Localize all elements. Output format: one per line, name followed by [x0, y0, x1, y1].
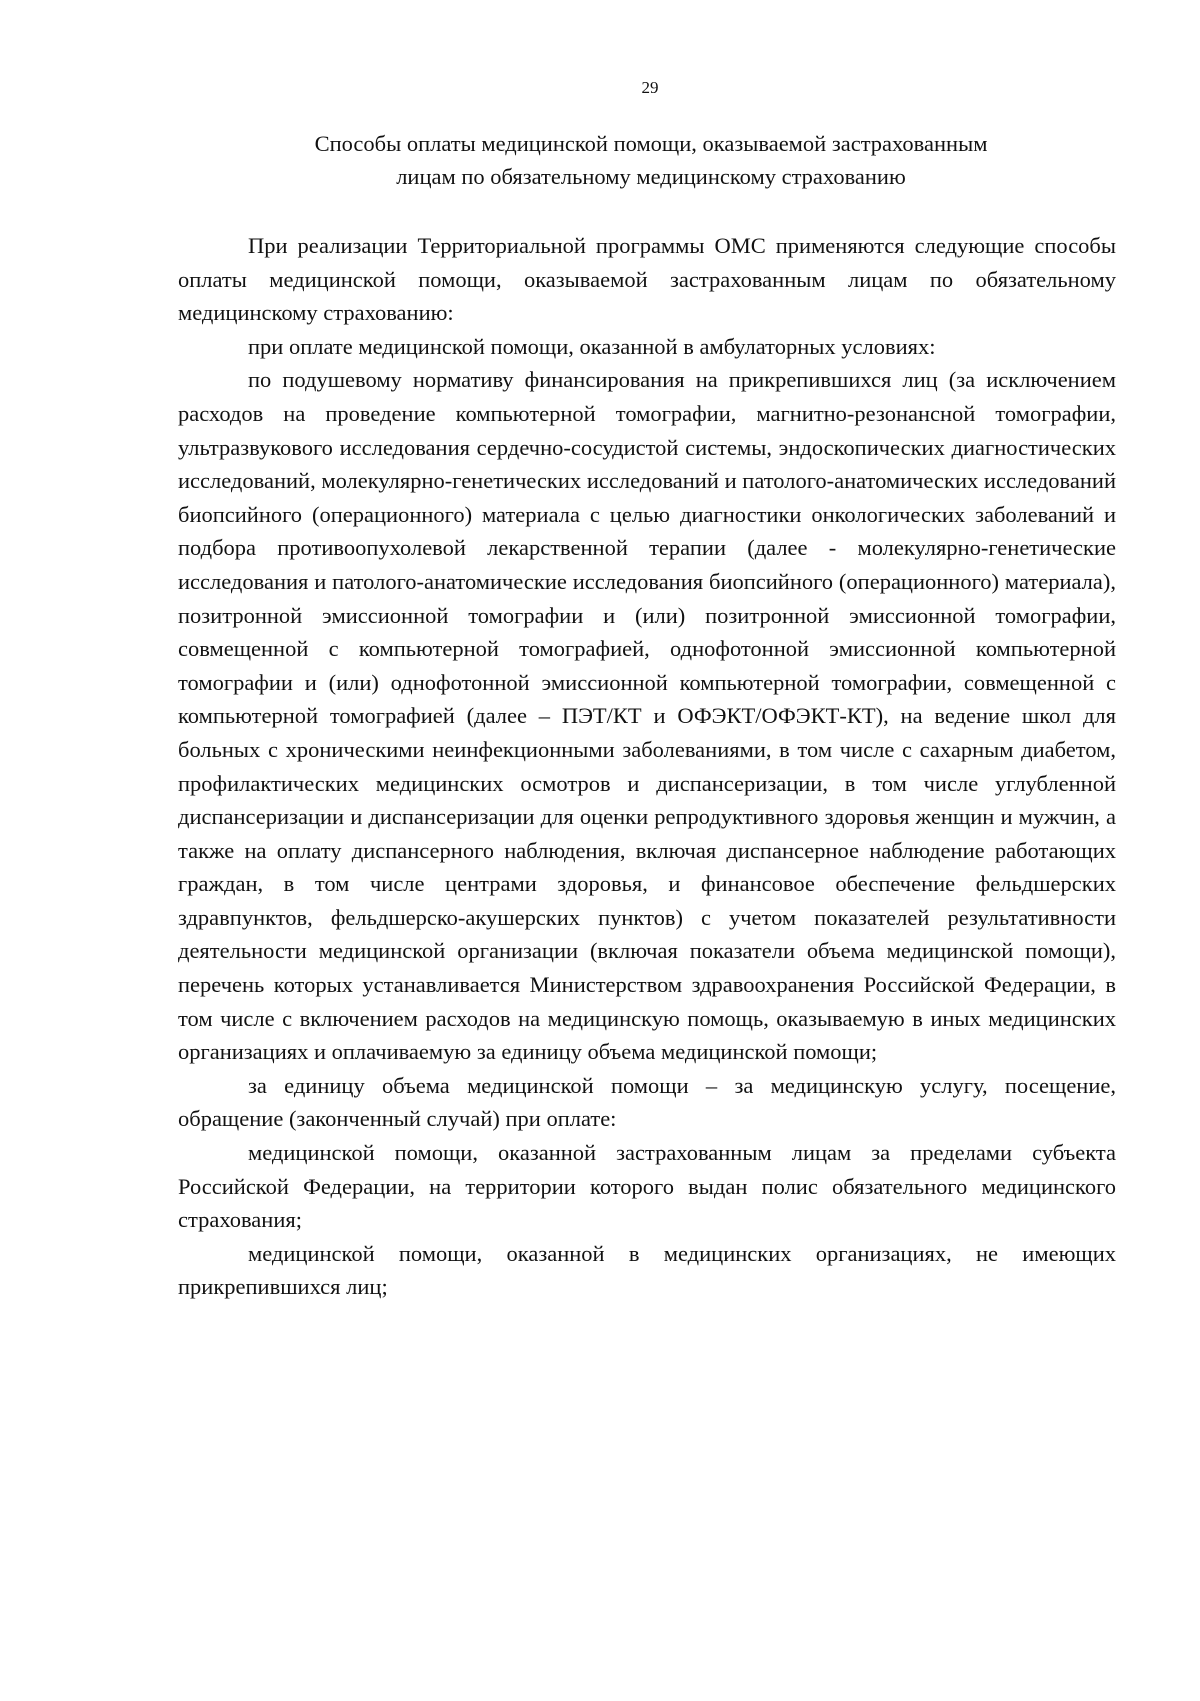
- paragraph: при оплате медицинской помощи, оказанной в амбулаторных условиях:: [248, 333, 936, 359]
- paragraph: по подушевому нормативу финансирования на прикрепившихся лиц (за исключением расходов на проведение компьютерной томографии, магнитно-резонансной томографии, ультразвукового исследования сердечно-сосудистой системы, эндоскопических диагностических исследований, молекулярно-генетических исследований и патолого-анатомических исследований биопсийного (операционного) материала с целью диагностики онкологических заболеваний и подбора противоопухолевой лекарственной терапии (далее - молекулярно-генетические исследования и патолого-анатомические исследования биопсийного (операционного) материала), позитронной эмиссионной томографии и (или) позитронной эмиссионной томографии, совмещенной с компьютерной томографией, однофотонной эмиссионной компьютерной томографии и (или) однофотонной эмиссионной компьютерной томографии, совмещенной с компьютерной томографией (далее – ПЭТ/КТ и ОФЭКТ/ОФЭКТ-КТ), на ведение школ для больных с хроническими неинфекционными заболеваниями, в том числе с сахарным диабетом, профилактических медицинских осмотров и диспансеризации, в том числе углубленной диспансеризации и диспансеризации для оценки репродуктивного здоровья женщин и мужчин, а также на оплату диспансерного наблюдения, включая диспансерное наблюдение работающих граждан, в том числе центрами здоровья, и финансовое обеспечение фельдшерских здравпунктов, фельдшерско-акушерских пунктов) с учетом показателей результативности деятельности медицинской организации (включая показатели объема медицинской помощи), перечень которых устанавливается Министерством здравоохранения Российской Федерации, в том числе с включением расходов на медицинскую помощь, оказываемую в иных медицинских организациях и оплачиваемую за единицу объема медицинской помощи;: [178, 367, 1116, 1065]
- section-title-line-1: Способы оплаты медицинской помощи, оказываемой застрахованным: [314, 131, 988, 156]
- page-number: 29: [641, 78, 659, 97]
- paragraph: При реализации Территориальной программы ОМС применяются следующие способы оплаты медицинской помощи, оказываемой застрахованным лицам по обязательному медицинскому страхованию:: [178, 233, 1116, 326]
- paragraph: за единицу объема медицинской помощи – за медицинскую услугу, посещение, обращение (законченный случай) при оплате:: [178, 1072, 1116, 1132]
- section-title: [178, 127, 1124, 193]
- body-text: [178, 229, 1116, 1304]
- paragraph: медицинской помощи, оказанной застрахованным лицам за пределами субъекта Российской Федерации, на территории которого выдан полис обязательного медицинского страхования;: [178, 1140, 1116, 1233]
- paragraph: медицинской помощи, оказанной в медицинских организациях, не имеющих прикрепившихся лиц;: [178, 1240, 1116, 1300]
- section-title-line-2: лицам по обязательному медицинскому страхованию: [396, 164, 906, 189]
